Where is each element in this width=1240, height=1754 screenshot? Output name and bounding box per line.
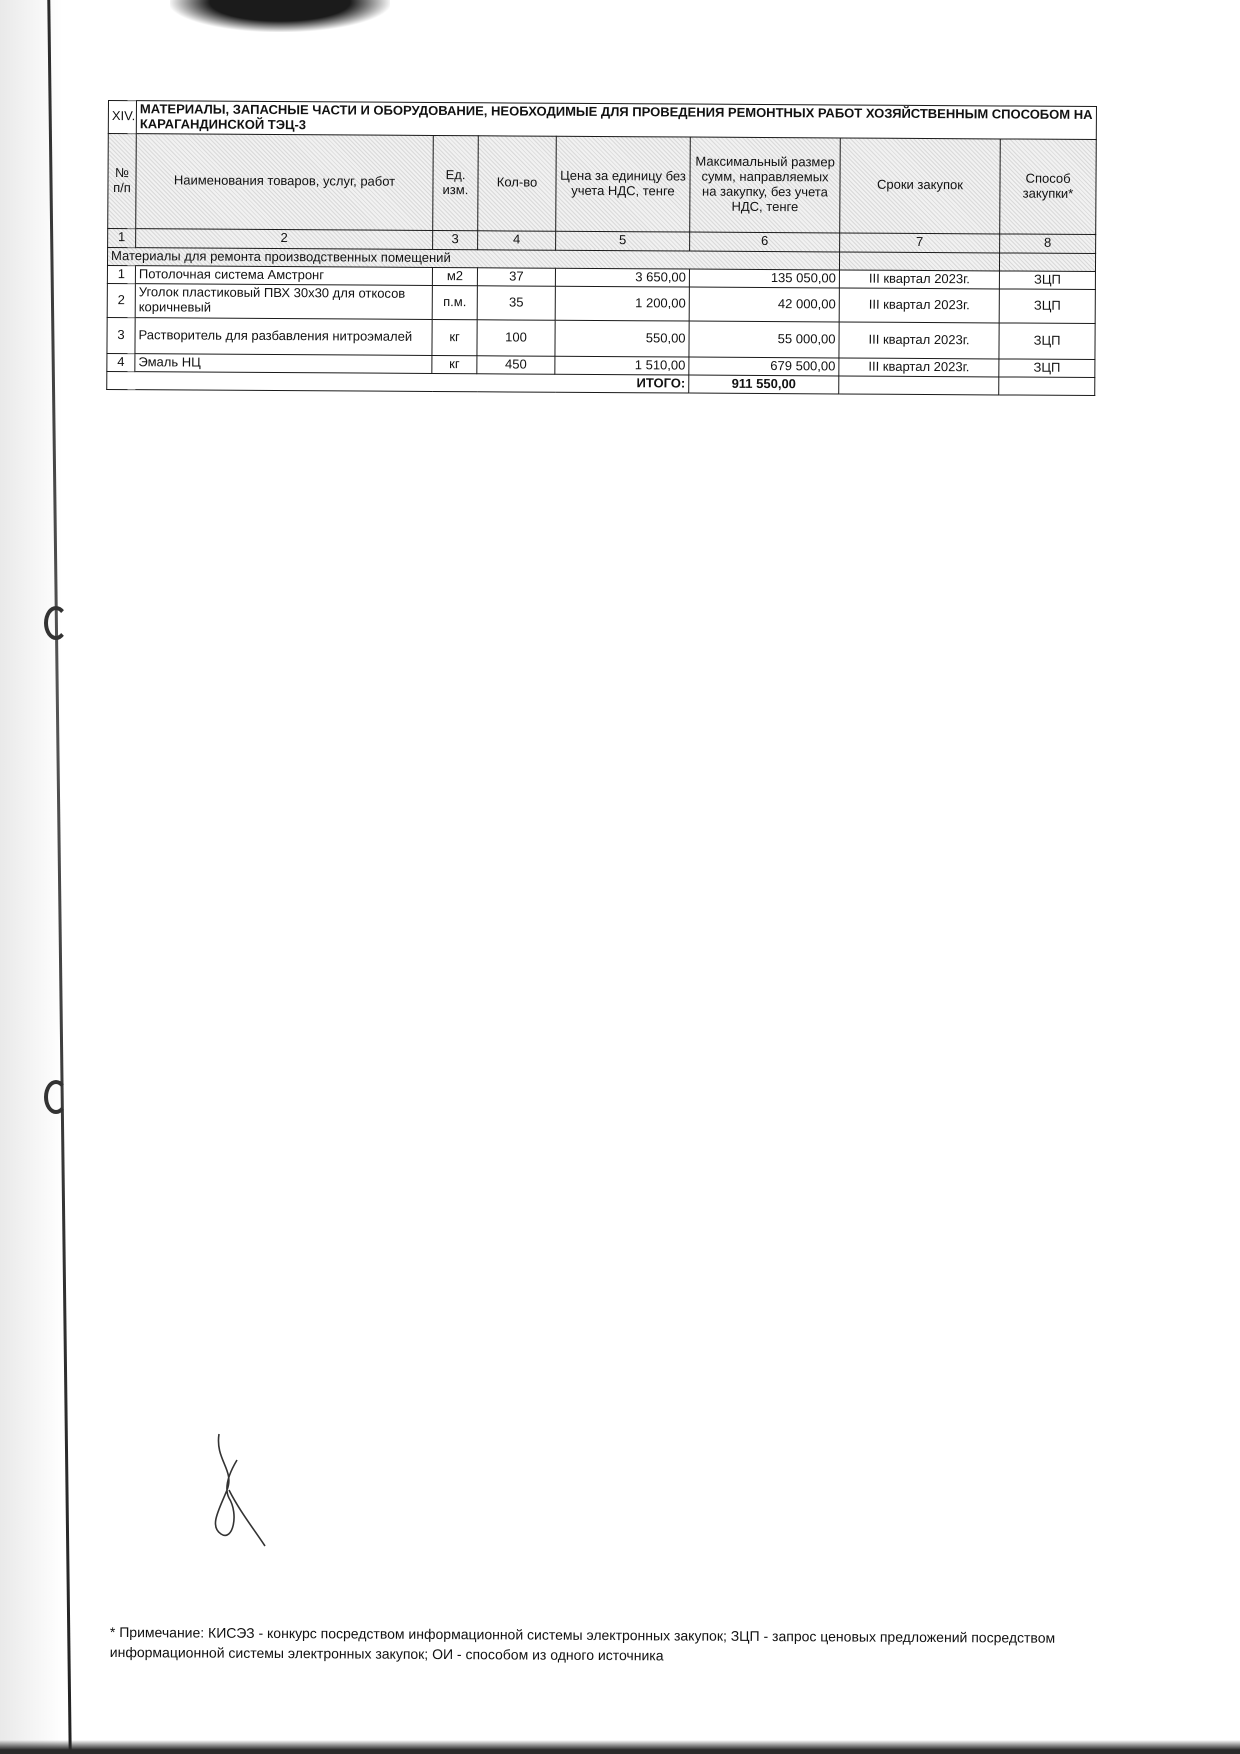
item-price: 550,00	[555, 320, 689, 357]
total-label: ИТОГО:	[107, 371, 689, 392]
group-empty-cell	[839, 252, 999, 271]
group-title: Материалы для ремонта производственных помещений	[107, 247, 839, 269]
item-name: Эмаль НЦ	[135, 353, 432, 373]
column-number: 2	[136, 229, 433, 250]
item-name: Растворитель для разбавления нитроэмалей	[135, 317, 432, 355]
handwritten-signature	[205, 1430, 275, 1550]
group-empty-cell	[999, 253, 1095, 272]
header-cell: Наименования товаров, услуг, работ	[136, 134, 434, 231]
item-unit: кг	[432, 319, 477, 355]
item-term: III квартал 2023г.	[839, 358, 999, 377]
column-number: 8	[1000, 234, 1096, 254]
item-qty: 37	[477, 268, 555, 286]
column-number: 5	[556, 231, 690, 251]
header-cell: Кол-во	[478, 136, 557, 231]
item-price: 1 510,00	[555, 356, 689, 375]
row-number: 4	[107, 353, 135, 371]
item-price: 1 200,00	[555, 286, 689, 321]
header-cell: № п/п	[108, 133, 137, 228]
column-number: 3	[433, 230, 478, 249]
procurement-table	[106, 100, 1097, 396]
item-unit: кг	[432, 355, 477, 373]
header-row	[108, 133, 1097, 234]
item-unit: п.м.	[432, 285, 477, 319]
item-term: III квартал 2023г.	[839, 288, 999, 323]
header-cell: Способ закупки*	[1000, 139, 1097, 235]
item-name: Потолочная система Амстронг	[135, 265, 432, 285]
column-number: 6	[690, 232, 840, 252]
item-sum: 55 000,00	[689, 321, 839, 358]
item-method: ЗЦП	[999, 359, 1095, 378]
punch-hole-mark	[44, 606, 68, 640]
total-value: 911 550,00	[689, 375, 839, 394]
item-name: Уголок пластиковый ПВХ 30х30 для откосов коричневый	[135, 283, 432, 319]
item-method: ЗЦП	[999, 323, 1095, 360]
item-qty: 35	[477, 286, 555, 320]
item-qty: 450	[477, 356, 555, 374]
item-method: ЗЦП	[999, 289, 1095, 324]
row-number: 3	[107, 317, 135, 353]
column-number: 4	[478, 231, 556, 250]
punch-hole-mark	[44, 1080, 68, 1114]
footnote: * Примечание: КИСЭЗ - конкурс посредством информационной системы электронных закупок; ЗЦП - запрос ценовых предложений посредством информационной системы электронных закупок; ОИ - способом из одного источника	[109, 1624, 1056, 1664]
item-term: III квартал 2023г.	[839, 322, 999, 359]
item-sum: 42 000,00	[689, 287, 839, 322]
scan-bottom-edge	[0, 1740, 1240, 1754]
table-row	[107, 317, 1095, 359]
total-empty-cell	[839, 376, 999, 395]
item-method: ЗЦП	[999, 271, 1095, 290]
section-title: МАТЕРИАЛЫ, ЗАПАСНЫЕ ЧАСТИ И ОБОРУДОВАНИЕ, НЕОБХОДИМЫЕ ДЛЯ ПРОВЕДЕНИЯ РЕМОНТНЫХ РАБОТ ХОЗЯЙСТВЕННЫМ СПОСОБОМ НА КАРАГАНДИНСКОЙ ТЭЦ-3	[136, 101, 1096, 140]
column-number: 1	[108, 228, 136, 247]
row-number: 1	[107, 265, 135, 283]
header-cell: Ед. изм.	[433, 135, 479, 230]
item-sum: 135 050,00	[689, 269, 839, 288]
item-price: 3 650,00	[555, 268, 689, 287]
item-term: III квартал 2023г.	[839, 270, 999, 289]
total-empty-cell	[999, 377, 1095, 396]
section-number: XIV.	[108, 101, 136, 134]
row-number: 2	[107, 283, 135, 317]
item-qty: 100	[477, 320, 555, 356]
item-unit: м2	[432, 267, 477, 285]
scan-top-blot	[170, 0, 390, 32]
header-cell: Максимальный размер сумм, направляемых на закупку, без учета НДС, тенге	[690, 137, 841, 233]
procurement-table-block	[106, 100, 1096, 396]
item-sum: 679 500,00	[689, 357, 839, 376]
column-number: 7	[840, 233, 1000, 253]
header-cell: Сроки закупок	[840, 138, 1001, 234]
header-cell: Цена за единицу без учета НДС, тенге	[556, 136, 691, 232]
